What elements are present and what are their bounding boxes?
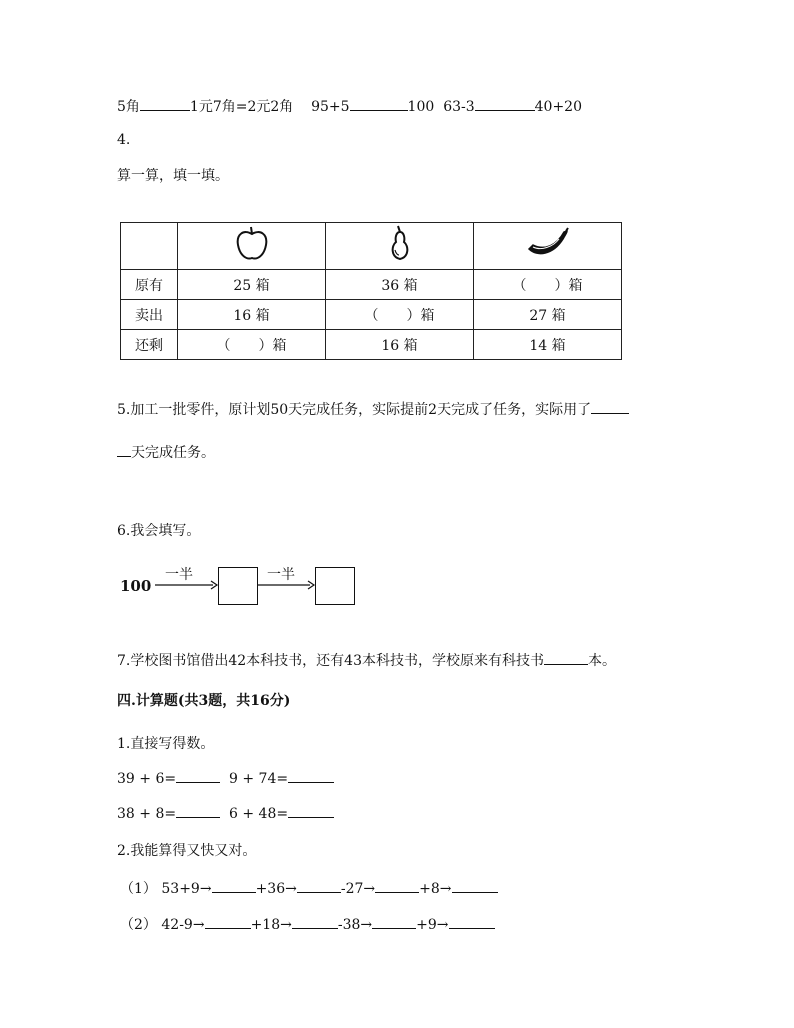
answer-blank[interactable] [372, 916, 416, 929]
compare-item: 100 [407, 99, 435, 115]
answer-blank[interactable] [288, 805, 334, 818]
compare-item: 63-3 [443, 99, 475, 115]
compare-line [117, 96, 582, 116]
item-number: （1） [120, 881, 157, 897]
answer-blank[interactable] [544, 652, 588, 665]
calc1-row [117, 805, 334, 822]
calc1-row [117, 770, 334, 787]
table-header-row [121, 223, 622, 270]
expression: +18→ [250, 917, 292, 933]
answer-box[interactable] [218, 567, 258, 605]
compare-item: 1元7角=2元2角 [189, 99, 294, 115]
answer-blank[interactable] [375, 880, 419, 893]
question-7 [117, 650, 616, 670]
pear-icon [326, 223, 474, 270]
expression: -27→ [340, 881, 376, 897]
expression: +9→ [416, 917, 449, 933]
question-text: 7.学校图书馆借出42本科技书，还有43本科技书，学校原来有科技书 [117, 653, 544, 669]
answer-blank[interactable] [176, 770, 220, 783]
expression: +36→ [255, 881, 297, 897]
answer-blank[interactable] [475, 98, 535, 111]
table-row [121, 300, 622, 330]
section-heading: 四.计算题(共3题，共16分) [117, 693, 291, 709]
expression: -38→ [337, 917, 373, 933]
answer-blank[interactable] [288, 770, 334, 783]
answer-blank[interactable] [212, 880, 256, 893]
halving-chain [117, 566, 377, 606]
question-6-title: 6.我会填写。 [117, 523, 201, 539]
answer-blank[interactable] [350, 98, 408, 111]
row-label: 卖出 [121, 300, 178, 330]
answer-blank[interactable] [292, 916, 338, 929]
question-5-line2 [117, 442, 215, 462]
expression: +8→ [419, 881, 452, 897]
table-cell: 36 箱 [326, 270, 474, 300]
right-arrow-icon [155, 579, 219, 591]
expression: 39 + 6= [117, 771, 177, 787]
table-row [121, 330, 622, 360]
answer-blank[interactable] [205, 916, 251, 929]
banana-icon [474, 223, 622, 270]
compare-item: 5角 [117, 99, 140, 115]
question-5-line1 [117, 399, 629, 419]
compare-item: 40+20 [534, 99, 582, 115]
answer-blank[interactable] [176, 805, 220, 818]
answer-blank[interactable] [452, 880, 498, 893]
expression: 6 + 48= [229, 806, 289, 822]
question-text: 天完成任务。 [131, 445, 215, 461]
table-row [121, 270, 622, 300]
question-number: 4. [117, 132, 131, 148]
question-text: 5.加工一批零件，原计划50天完成任务，实际提前2天完成了任务，实际用了 [117, 402, 592, 418]
answer-box[interactable] [315, 567, 355, 605]
table-cell-blank[interactable]: （ ）箱 [474, 270, 622, 300]
calc2-row [120, 878, 498, 898]
question-text: 本。 [588, 653, 616, 669]
table-cell-blank[interactable]: （ ）箱 [178, 330, 326, 360]
table-cell-blank[interactable]: （ ）箱 [326, 300, 474, 330]
right-arrow-icon [258, 579, 316, 591]
answer-blank[interactable] [449, 916, 495, 929]
expression: 53+9→ [161, 881, 212, 897]
item-number: （2） [120, 917, 157, 933]
table-cell: 16 箱 [178, 300, 326, 330]
table-cell: 14 箱 [474, 330, 622, 360]
calc2-row [120, 914, 495, 934]
chain-start: 100 [120, 577, 152, 595]
compare-item: 95+5 [311, 99, 350, 115]
row-label: 还剩 [121, 330, 178, 360]
arrow-label: 一半 [165, 567, 193, 583]
calc2-title: 2.我能算得又快又对。 [117, 843, 257, 859]
answer-blank[interactable] [140, 98, 190, 111]
answer-blank[interactable] [297, 880, 341, 893]
table-cell: 27 箱 [474, 300, 622, 330]
fruit-table [120, 222, 622, 360]
arrow-label: 一半 [267, 567, 295, 583]
expression: 42-9→ [161, 917, 205, 933]
expression: 38 + 8= [117, 806, 177, 822]
expression: 9 + 74= [229, 771, 289, 787]
answer-blank[interactable] [591, 401, 629, 414]
table-cell: 25 箱 [178, 270, 326, 300]
table-corner-cell [121, 223, 178, 270]
apple-icon [178, 223, 326, 270]
row-label: 原有 [121, 270, 178, 300]
table-cell: 16 箱 [326, 330, 474, 360]
calc1-title: 1.直接写得数。 [117, 736, 215, 752]
question-prompt: 算一算，填一填。 [117, 168, 229, 184]
answer-blank[interactable] [117, 444, 131, 457]
